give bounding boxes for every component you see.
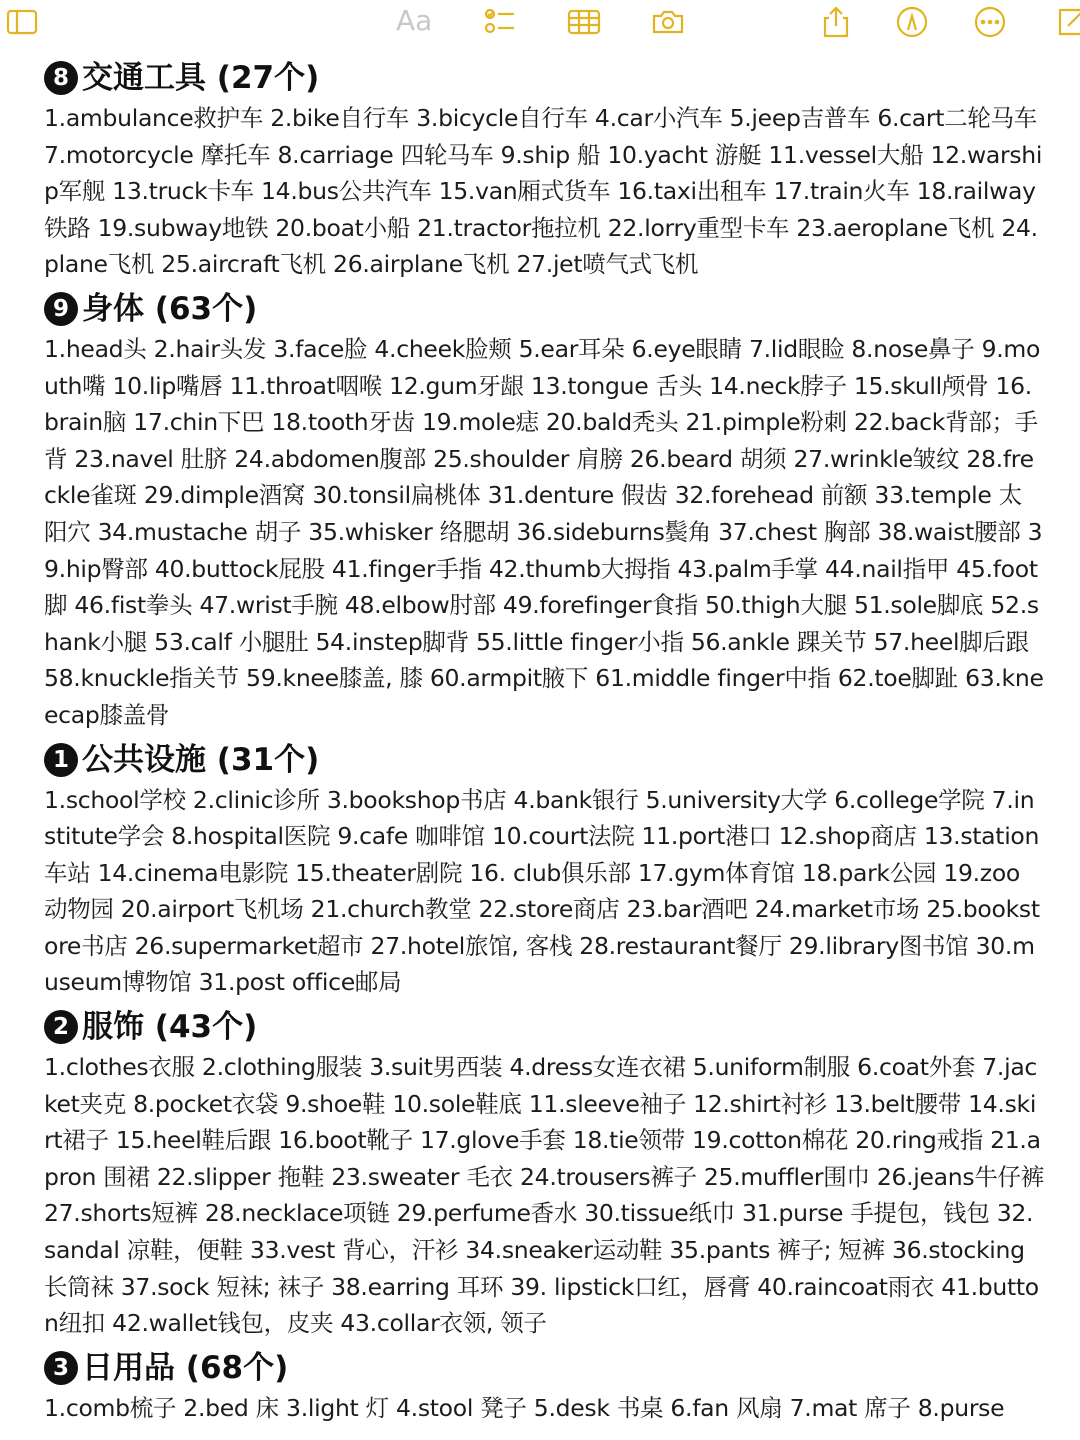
notes-toolbar xyxy=(0,0,1080,44)
section-public-facilities xyxy=(44,738,1044,1002)
section-transport xyxy=(44,56,1044,283)
section-number-badge: 1 xyxy=(44,743,78,777)
section-body-parts xyxy=(44,287,1044,734)
note-content[interactable] xyxy=(44,56,1044,1430)
section-body: 1.clothes衣服 2.clothing服装 3.suit男西装 4.dress女连衣裙 5.uniform制服 6.coat外套 7.jacket夹克 8.pocket衣袋 9.shoe鞋 10.sole鞋底 11.sleeve袖子 12.shirt衬衫 13.belt腰带 14.skirt裙子 15.heel鞋后跟 16.boot靴子 17.glove手套 18.tie领带 19.cotton棉花 20.ring戒指 21.apron 围裙 22.slipper 拖鞋 23.sweater 毛衣 24.trousers裤子 25.muffler围巾 26.jeans牛仔裤 27.shorts短裤 28.necklace项链 29.perfume香水 30.tissue纸巾 31.purse 手提包，钱包 32.sandal 凉鞋，便鞋 33.vest 背心，汗衫 34.sneaker运动鞋 35.pants 裤子; 短裤 36.stocking 长筒袜 37.sock 短袜; 袜子 38.earring 耳环 39. lipstick口红，唇膏 40.raincoat雨衣 41.button纽扣 42.wallet钱包，皮夹 43.collar衣领, 领子 xyxy=(44,1053,1044,1338)
checklist-icon[interactable] xyxy=(478,2,522,42)
compose-icon[interactable] xyxy=(1050,2,1080,42)
section-title: 公共设施 (31个) xyxy=(82,741,320,778)
section-heading xyxy=(44,287,1044,331)
section-title: 交通工具 (27个) xyxy=(82,60,320,96)
section-daily-items xyxy=(44,1346,1044,1427)
share-icon[interactable] xyxy=(814,2,858,42)
sidebar-icon[interactable] xyxy=(0,2,44,42)
section-number-badge: 2 xyxy=(44,1010,78,1044)
section-body: 1.comb梳子 2.bed 床 3.light 灯 4.stool 凳子 5.desk 书桌 6.fan 风扇 7.mat 席子 8.purse xyxy=(44,1393,1005,1422)
section-number-badge: 8 xyxy=(44,61,78,95)
section-number-badge: 9 xyxy=(44,292,78,326)
section-title: 日用品 (68个) xyxy=(82,1349,289,1386)
section-heading xyxy=(44,1005,1044,1049)
camera-icon[interactable] xyxy=(646,2,690,42)
section-clothing xyxy=(44,1005,1044,1342)
table-icon[interactable] xyxy=(562,2,606,42)
more-icon[interactable] xyxy=(968,2,1012,42)
section-heading xyxy=(44,738,1044,782)
section-heading xyxy=(44,56,1044,100)
section-number-badge: 3 xyxy=(44,1351,78,1385)
section-heading xyxy=(44,1346,1044,1390)
section-title: 身体 (63个) xyxy=(82,290,258,327)
section-body: 1.school学校 2.clinic诊所 3.bookshop书店 4.bank银行 5.university大学 6.college学院 7.institute学会 8.hospital医院 9.cafe 咖啡馆 10.court法院 11.port港口 12.shop商店 13.station车站 14.cinema电影院 15.theater剧院 16. club俱乐部 17.gym体育馆 18.park公园 19.zoo 动物园 20.airport飞机场 21.church教堂 22.store商店 23.bar酒吧 24.market市场 25.bookstore书店 26.supermarket超市 27.hotel旅馆, 客栈 28.restaurant餐厅 29.library图书馆 30.museum博物馆 31.post office邮局 xyxy=(44,785,1040,997)
section-title: 服饰 (43个) xyxy=(82,1009,258,1046)
markup-pen-icon[interactable] xyxy=(890,2,934,42)
section-body: 1.head头 2.hair头发 3.face脸 4.cheek脸颊 5.ear耳朵 6.eye眼睛 7.lid眼睑 8.nose鼻子 9.mouth嘴 10.lip嘴唇 11.throat咽喉 12.gum牙龈 13.tongue 舌头 14.neck脖子 15.skull颅骨 16.brain脑 17.chin下巴 18.tooth牙齿 19.mole痣 20.bald秃头 21.pimple粉刺 22.back背部；手背 23.navel 肚脐 24.abdomen腹部 25.shoulder 肩膀 26.beard 胡须 27.wrinkle皱纹 28.freckle雀斑 29.dimple酒窝 30.tonsil扁桃体 31.denture 假齿 32.forehead 前额 33.temple 太阳穴 34.mustache 胡子 35.whisker 络腮胡 36.sideburns鬓角 37.chest 胸部 38.waist腰部 39.hip臀部 40.buttock屁股 41.finger手指 42.thumb大拇指 43.palm手掌 44.nail指甲 45.foot脚 46.fist拳头 47.wrist手腕 48.elbow肘部 49.forefinger食指 50.thigh大腿 51.sole脚底 52.shank小腿 53.calf 小腿肚 54.instep脚背 55.little finger小指 56.ankle 踝关节 57.heel脚后跟 58.knuckle指关节 59.knee膝盖, 膝 60.armpit腋下 61.middle finger中指 62.toe脚趾 63.kneecap膝盖骨 xyxy=(44,334,1044,729)
format-text-button[interactable]: Aa xyxy=(396,4,433,37)
section-body: 1.ambulance救护车 2.bike自行车 3.bicycle自行车 4.car小汽车 5.jeep吉普车 6.cart二轮马车 7.motorcycle 摩托车 8.carriage 四轮马车 9.ship 船 10.yacht 游艇 11.vessel大船 12.warship军舰 13.truck卡车 14.bus公共汽车 15.van厢式货车 16.taxi出租车 17.train火车 18.railway铁路 19.subway地铁 20.boat小船 21.tractor拖拉机 22.lorry重型卡车 23.aeroplane飞机 24.plane飞机 25.aircraft飞机 26.airplane飞机 27.jet喷气式飞机 xyxy=(44,104,1043,279)
